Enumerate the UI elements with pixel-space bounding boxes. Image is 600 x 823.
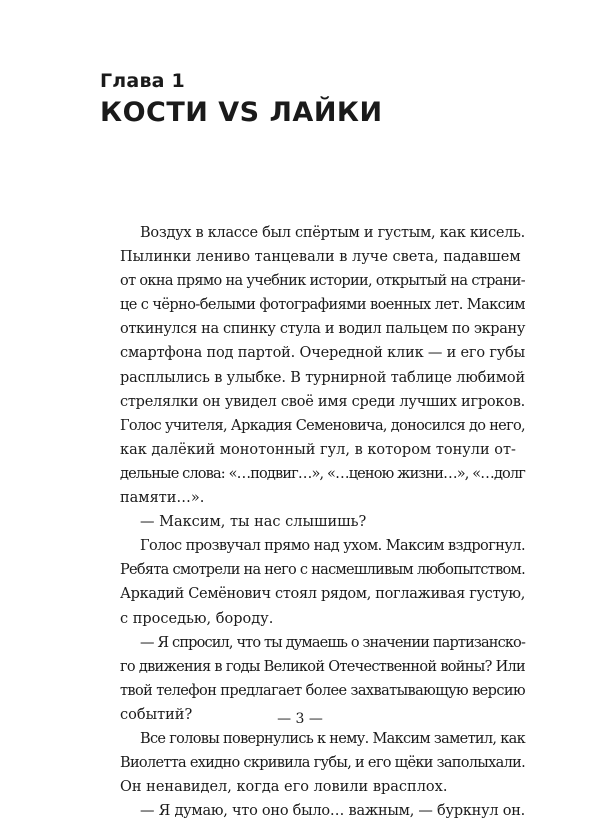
text-line: от окна прямо на учебник истории, открытый на страни-: [120, 273, 525, 290]
paragraph: [100, 727, 525, 799]
text-line: Голос учителя, Аркадия Семеновича, доносился до него,: [120, 417, 525, 434]
text-line: Пылинки лениво танцевали в луче света, падавшем: [120, 249, 521, 266]
chapter-title: КОСТИ VS ЛАЙКИ: [100, 97, 383, 128]
text-line: — Максим, ты нас слышишь?: [140, 514, 367, 531]
paragraph: [100, 799, 525, 823]
text-line: Все головы повернулись к нему. Максим заметил, как: [140, 730, 525, 747]
text-line: — Я спросил, что ты думаешь о значении партизанско-: [140, 634, 525, 651]
page-number: — 3 —: [277, 711, 323, 727]
paragraph: [100, 221, 525, 510]
text-line: расплылись в улыбке. В турнирной таблице любимой: [120, 369, 525, 386]
text-line: событий?: [120, 706, 193, 723]
text-line: — Я думаю, что оно было… важным, — буркнул он.: [140, 803, 525, 820]
chapter-label: Глава 1: [100, 70, 185, 92]
text-line: откинулся на спинку стула и водил пальцем по экрану: [120, 321, 525, 338]
text-line: как далёкий монотонный гул, в котором тонули от-: [120, 441, 516, 458]
text-line: стрелялки он увидел своё имя среди лучших игроков.: [120, 393, 525, 410]
text-line: памяти…».: [120, 490, 205, 507]
text-line: смартфона под партой. Очередной клик — и его губы: [120, 345, 525, 362]
text-line: твой телефон предлагает более захватывающую версию: [120, 682, 525, 699]
paragraph: [100, 534, 525, 630]
text-line: дельные слова: «…подвиг…», «…ценою жизни…», «…долг: [120, 465, 525, 482]
text-line: с проседью, бороду.: [120, 610, 274, 627]
text-line: Голос прозвучал прямо над ухом. Максим вздрогнул.: [140, 538, 525, 555]
text-line: Он ненавидел, когда его ловили врасплох.: [120, 779, 448, 796]
text-line: го движения в годы Великой Отечественной войны? Или: [120, 658, 526, 675]
text-line: це с чёрно-белыми фотографиями военных лет. Максим: [120, 297, 525, 314]
text-line: Воздух в классе был спёртым и густым, как кисель.: [140, 225, 525, 241]
text-line: Ребята смотрели на него с насмешливым любопытством.: [120, 562, 525, 579]
text-line: Аркадий Семёнович стоял рядом, поглаживая густую,: [120, 586, 525, 603]
chapter-body-text: [100, 221, 526, 823]
text-line: Виолетта ехидно скривила губы, и его щёки заполыхали.: [120, 755, 525, 772]
paragraph: [100, 510, 505, 534]
